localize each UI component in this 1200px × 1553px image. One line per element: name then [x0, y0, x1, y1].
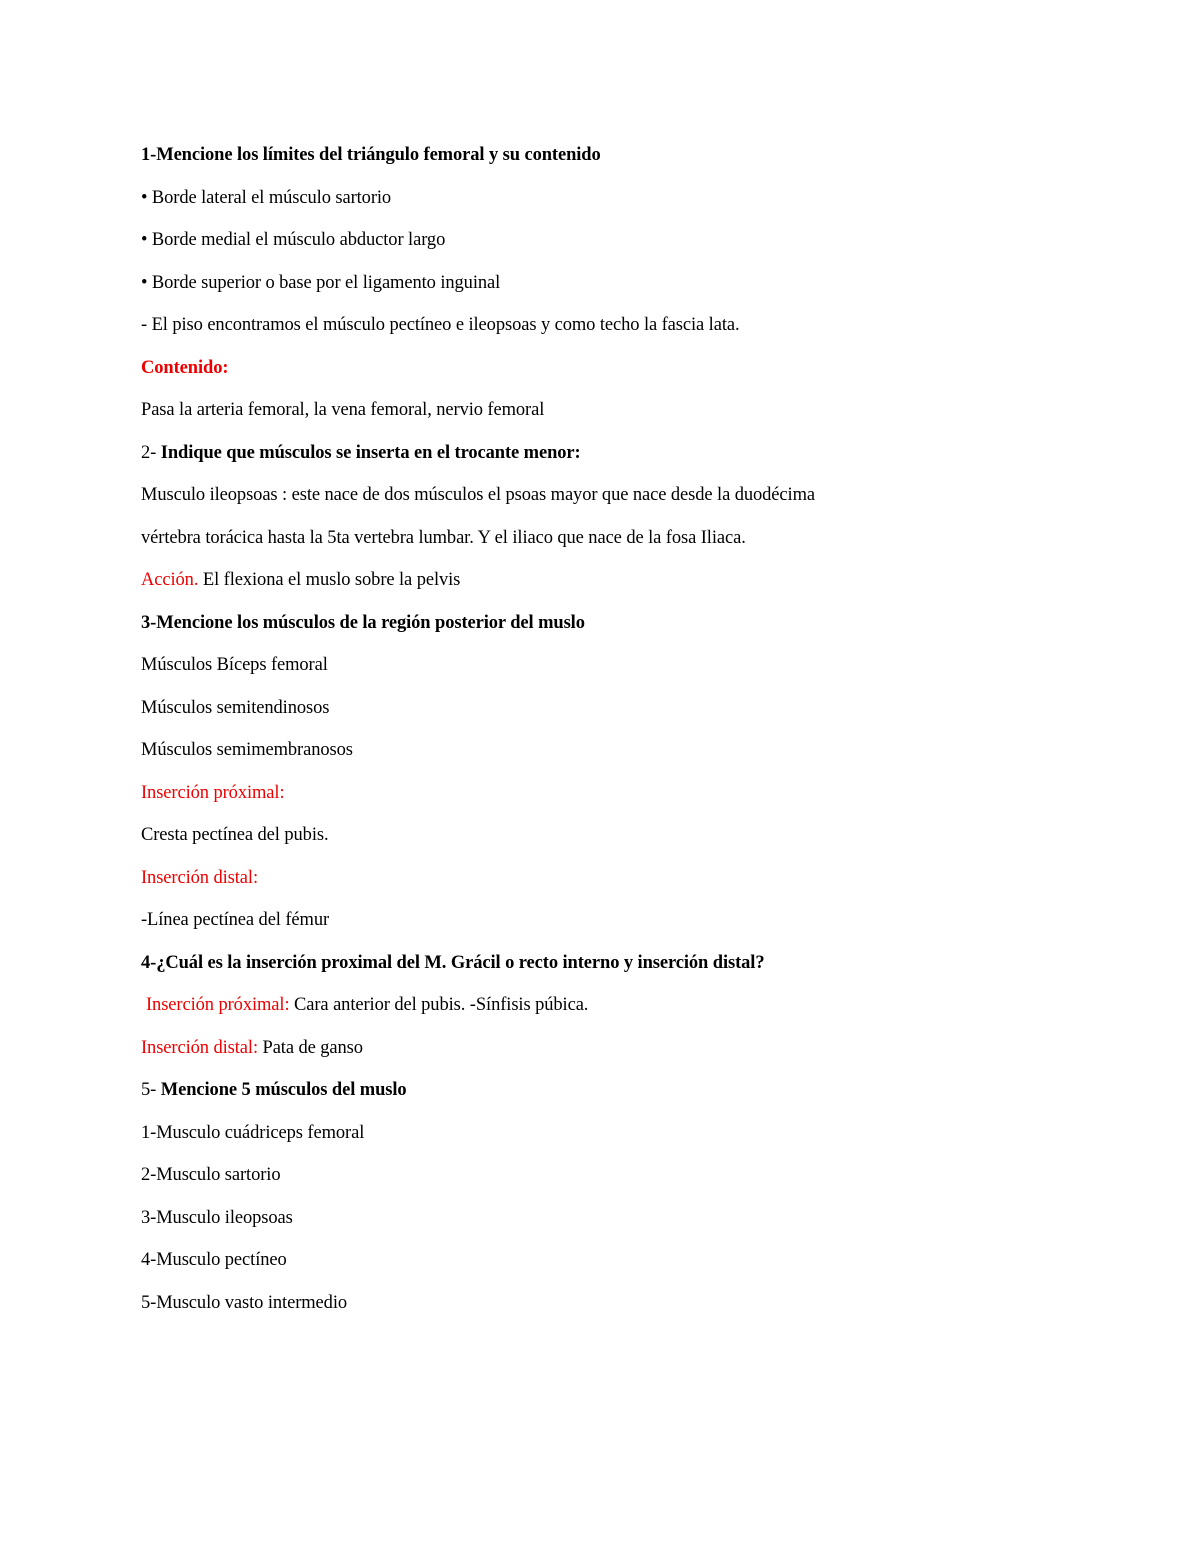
list-item: Músculos semimembranosos	[141, 740, 353, 760]
question-5-title: Mencione 5 músculos del muslo	[160, 1080, 407, 1100]
distal-insertion-text: -Línea pectínea del fémur	[141, 910, 330, 930]
list-item: 2-Musculo sartorio	[141, 1165, 281, 1185]
action-label: Acción.	[141, 570, 199, 590]
bullet-item: • Borde lateral el músculo sartorio	[141, 187, 392, 208]
list-item: 4-Musculo pectíneo	[141, 1250, 287, 1270]
list-item: 3-Musculo ileopsoas	[141, 1207, 293, 1228]
distal-insertion-label: Inserción distal:	[141, 867, 258, 888]
question-5-heading	[141, 1075, 1061, 1118]
proximal-insertion-label: Inserción próximal:	[141, 782, 285, 803]
proximal-insertion-text: Cresta pectínea del pubis.	[141, 825, 329, 845]
list-item: Músculos semitendinosos	[141, 697, 330, 718]
proximal-insertion-text: Cara anterior del pubis. -Sínfisis púbica.	[289, 995, 589, 1015]
distal-insertion-text: Pata de ganso	[257, 1037, 363, 1058]
list-item: Músculos Bíceps femoral	[141, 655, 328, 675]
document-body	[141, 140, 1061, 1330]
content-text: Pasa la arteria femoral, la vena femoral, nervio femoral	[141, 400, 545, 420]
question-2-title: Indique que músculos se inserta en el trocante menor:	[160, 442, 581, 463]
proximal-insertion-label: Inserción próximal:	[146, 995, 290, 1015]
question-1-heading: 1-Mencione los límites del triángulo femoral y su contenido	[141, 145, 601, 165]
content-label: Contenido:	[141, 357, 229, 378]
proximal-insertion-line	[141, 990, 1061, 1033]
bullet-item: • Borde medial el músculo abductor largo	[141, 230, 446, 250]
paragraph-line: vértebra torácica hasta la 5ta vertebra lumbar. Y el iliaco que nace de la fosa Iliaca.	[141, 527, 746, 548]
action-line	[141, 565, 1061, 608]
bullet-item: • Borde superior o base por el ligamento inguinal	[141, 272, 501, 293]
distal-insertion-label: Inserción distal:	[141, 1037, 258, 1058]
floor-paragraph: - El piso encontramos el músculo pectíneo e ileopsoas y como techo la fascia lata.	[141, 315, 740, 335]
list-item: 5-Musculo vasto intermedio	[141, 1292, 348, 1313]
question-2-heading	[141, 438, 1061, 481]
question-5-number: 5-	[141, 1080, 161, 1100]
question-2-number: 2-	[141, 442, 161, 463]
question-3-heading: 3-Mencione los músculos de la región posterior del muslo	[141, 612, 585, 633]
paragraph-line: Musculo ileopsoas : este nace de dos músculos el psoas mayor que nace desde la duodécima	[141, 485, 815, 505]
question-4-heading: 4-¿Cuál es la inserción proximal del M. Grácil o recto interno y inserción distal?	[141, 952, 765, 973]
list-item: 1-Musculo cuádriceps femoral	[141, 1122, 365, 1143]
action-text: El flexiona el muslo sobre la pelvis	[198, 570, 461, 590]
distal-insertion-line	[141, 1033, 1061, 1076]
